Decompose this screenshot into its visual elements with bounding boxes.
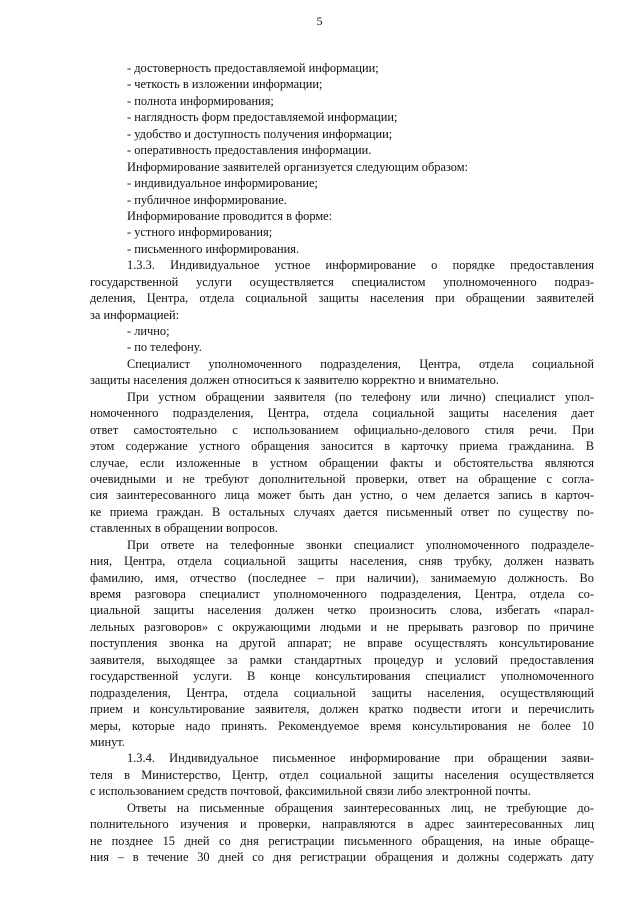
text-line: - удобство и доступность получения информации; <box>127 126 393 141</box>
text-line: - публичное информирование. <box>127 192 287 207</box>
text-line: При устном обращении заявителя (по телефону или лично) специалист упол- <box>127 389 594 404</box>
text-line: ния, Центра, отдела социальной защиты населения, сняв трубку, должен назвать <box>90 554 594 569</box>
text-line: Информирование проводится в форме: <box>127 208 333 223</box>
text-line: - наглядность форм предоставляемой информации; <box>127 110 398 125</box>
text-line: - индивидуальное информирование; <box>127 176 319 191</box>
body-text <box>90 60 594 865</box>
text-line: заявителя, выходящее за рамки стандартных процедур и условий предоставления <box>90 652 594 667</box>
text-line: деления, Центра, отдела социальной защиты населения при обращении заявителей <box>90 291 594 306</box>
text-line: этом содержание устного обращения заносится в карточку приема гражданина. В <box>90 439 594 454</box>
text-line: с использованием средств почтовой, факсимильной связи либо электронной почты. <box>90 784 531 799</box>
text-line: ставленных в обращении вопросов. <box>90 521 278 536</box>
text-line: ния – в течение 30 дней со дня регистрации обращения и должны содержать дату <box>90 850 594 864</box>
text-line: не позднее 15 дней со дня регистрации письменного обращения, на иные обраще- <box>90 833 594 848</box>
text-line: за информацией: <box>90 307 180 322</box>
text-line: прием и консультирование заявителя, должен кратко подвести итоги и перечислить <box>90 702 594 717</box>
text-line: полнительного изучения и проверки, направляются в адрес заинтересованных лиц <box>90 817 594 832</box>
text-line: время разговора специалист уполномоченного подразделения, Центра, отдела со- <box>90 587 594 601</box>
text-line: - лично; <box>127 324 170 338</box>
text-line: номоченного подразделения, Центра, отдела социальной защиты населения дает <box>90 406 594 421</box>
text-line: Информирование заявителей организуется следующим образом: <box>127 159 469 174</box>
text-line: лельных разговоров» с окружающими людьми и не прерывать разговор по причине <box>90 619 594 634</box>
text-line: При ответе на телефонные звонки специалист уполномоченного подразделе- <box>127 537 594 552</box>
text-line: подразделения, Центра, отдела социальной защиты населения, осуществляющий <box>90 685 594 700</box>
text-line: теля в Министерство, Центр, отдел социальной защиты населения осуществляется <box>90 767 594 782</box>
text-line: меры, которые надо принять. Рекомендуемое время консультирования не более 10 <box>90 718 594 733</box>
page-number: 5 <box>316 14 323 28</box>
text-line: - полнота информирования; <box>127 93 274 108</box>
text-line: - оперативность предоставления информации. <box>127 143 372 158</box>
text-line: циальной защиты населения должен четко произносить слова, избегать «парал- <box>90 603 594 618</box>
text-line: государственной услуги осуществляется специалистом уполномоченного подраз- <box>90 274 594 289</box>
text-line: ответ самостоятельно с использованием официально-делового стиля речи. При <box>90 422 594 437</box>
text-line: сия заинтересованного лица может быть дан устно, о чем делается запись в карточ- <box>90 488 594 503</box>
text-line: поступления звонка на другой аппарат; не вправе осуществлять консультирование <box>90 636 594 651</box>
text-line: защиты населения должен относиться к заявителю корректно и внимательно. <box>90 373 499 388</box>
text-line: фамилию, имя, отчество (последнее – при наличии), занимаемую должность. Во <box>90 570 594 585</box>
text-line: государственной услуги. В конце консультирования специалист уполномоченного <box>90 669 594 684</box>
text-line: - письменного информирования. <box>127 241 300 256</box>
text-line: - по телефону. <box>127 340 202 355</box>
text-line: 1.3.4. Индивидуальное письменное информирование при обращении заяви- <box>127 751 594 766</box>
text-line: Ответы на письменные обращения заинтересованных лиц, не требующие до- <box>127 800 594 815</box>
text-line: минут. <box>90 734 125 749</box>
text-line: - достоверность предоставляемой информации; <box>127 61 379 75</box>
text-line: случае, если изложенные в устном обращении факты и обстоятельства являются <box>90 455 594 470</box>
text-line: Специалист уполномоченного подразделения, Центра, отдела социальной <box>127 356 594 371</box>
text-line: 1.3.3. Индивидуальное устное информирование о порядке предоставления <box>127 258 594 273</box>
text-line: - четкость в изложении информации; <box>127 77 323 92</box>
text-line: очевидными и не требуют дополнительной проверки, ответ на обращение с согла- <box>90 471 594 486</box>
text-line: - устного информирования; <box>127 225 273 240</box>
text-line: ке приема граждан. В остальных случаях дается письменный ответ по существу по- <box>90 504 594 519</box>
